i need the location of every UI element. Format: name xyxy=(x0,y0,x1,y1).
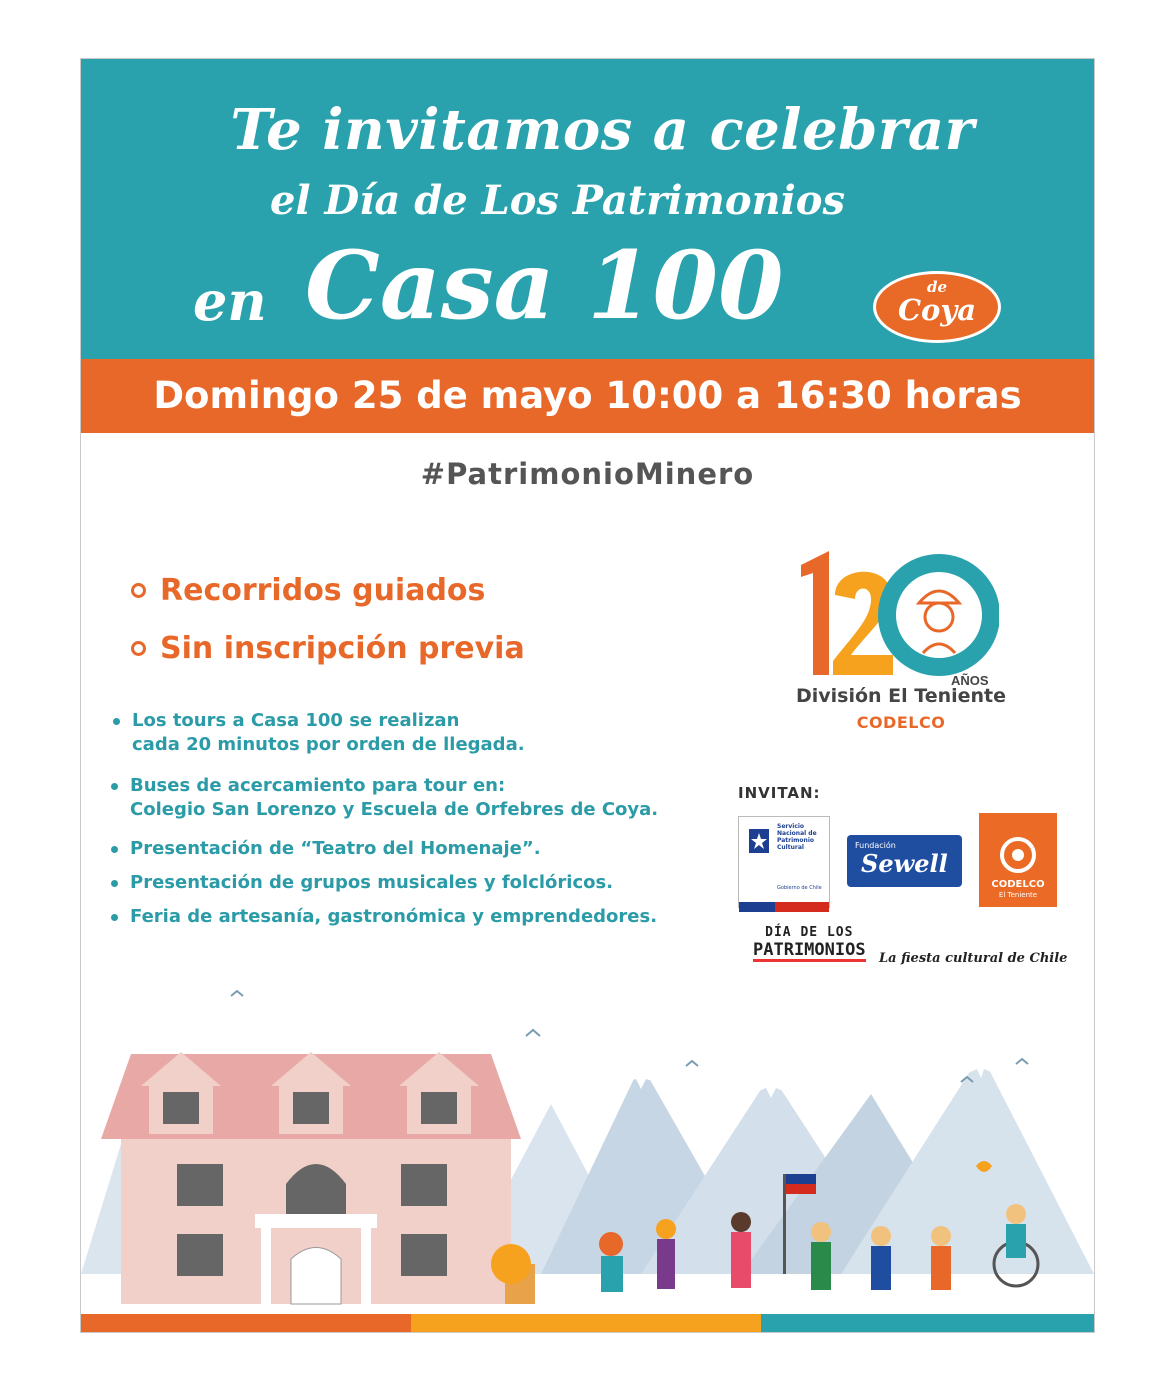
festival-people-icon xyxy=(599,1232,623,1256)
detail-item xyxy=(111,774,731,822)
codelco-name: CODELCO xyxy=(991,879,1045,890)
sewell-fundacion: Fundación xyxy=(855,841,896,850)
detail-text: Feria de artesanía, gastronómica y emprendedores. xyxy=(130,906,658,927)
headline-en: en xyxy=(193,269,267,333)
hashtag: #PatrimonioMinero xyxy=(420,457,755,491)
highlight-text: Recorridos guiados xyxy=(160,572,486,608)
detail-item xyxy=(111,871,731,895)
bullet-icon xyxy=(113,718,120,725)
bird-icon xyxy=(231,991,243,996)
balcony xyxy=(255,1214,377,1228)
circle-bullet-icon xyxy=(131,641,146,656)
bullet-icon xyxy=(111,914,118,921)
window-icon xyxy=(163,1092,199,1124)
bullet-icon xyxy=(111,846,118,853)
dia-patrimonios-tagline: La fiesta cultural de Chile xyxy=(879,951,1068,966)
snpc-footer: Gobierno de Chile xyxy=(777,885,822,891)
detail-text: Buses de acercamiento para tour en: xyxy=(130,775,506,796)
detail-item xyxy=(111,837,731,861)
highlights-list xyxy=(131,561,525,677)
detail-item xyxy=(113,709,731,757)
headline-casa-100: Casa 100 xyxy=(305,231,784,341)
detail-text: Presentación de “Teatro del Homenaje”. xyxy=(130,838,541,859)
digit-zero-ring xyxy=(887,563,991,667)
house-illustration xyxy=(81,974,1094,1314)
flag-bar xyxy=(739,897,829,907)
bullet-icon xyxy=(111,880,118,887)
detail-text: Presentación de grupos musicales y folclóricos. xyxy=(130,872,614,893)
bottom-color-strip xyxy=(81,1314,1094,1332)
codelco-logo xyxy=(979,813,1057,907)
snpc-logo xyxy=(738,816,830,908)
coya-badge xyxy=(873,271,1001,343)
badge-de: de xyxy=(926,278,948,296)
headline-line-3 xyxy=(193,231,993,341)
division-name: División El Teniente xyxy=(795,685,1007,707)
coat-of-arms-icon xyxy=(743,823,775,859)
miner-icon xyxy=(925,603,953,631)
dia-patrimonios-logo xyxy=(753,925,866,962)
codelco-emblem-icon xyxy=(998,835,1038,875)
badge-coya: Coya xyxy=(897,293,977,327)
sewell-name: Sewell xyxy=(861,849,948,878)
company-name: CODELCO xyxy=(856,713,946,732)
highlight-text: Sin inscripción previa xyxy=(160,630,525,666)
detail-text: cada 20 minutos por orden de llegada. xyxy=(132,734,525,755)
details-list xyxy=(111,709,731,929)
digit-one-shape xyxy=(801,551,829,675)
detail-text: Colegio San Lorenzo y Escuela de Orfebres de Coya. xyxy=(130,799,659,820)
detail-item xyxy=(111,905,731,929)
dia-patrimonios-line1: DÍA DE LOS xyxy=(765,925,854,940)
codelco-sub: El Teniente xyxy=(998,891,1038,899)
header-banner xyxy=(81,59,1094,359)
event-poster xyxy=(80,58,1095,1333)
circle-bullet-icon xyxy=(131,583,146,598)
snpc-text: Servicio Nacional de Patrimonio Cultural xyxy=(777,823,817,851)
headline-line-1: Te invitamos a celebrar xyxy=(230,97,975,163)
bullet-icon xyxy=(111,783,118,790)
door xyxy=(291,1248,341,1305)
highlight-item xyxy=(131,619,525,677)
headline-line-2: el Día de Los Patrimonios xyxy=(269,177,846,224)
dia-patrimonios-line2: PATRIMONIOS xyxy=(753,940,866,960)
sewell-logo xyxy=(847,835,962,887)
highlight-item xyxy=(131,561,525,619)
detail-text: Los tours a Casa 100 se realizan xyxy=(132,710,460,731)
anos-label: AÑOS xyxy=(951,673,989,688)
date-band: Domingo 25 de mayo 10:00 a 16:30 horas xyxy=(81,359,1094,433)
invitan-label: INVITAN: xyxy=(738,784,821,802)
